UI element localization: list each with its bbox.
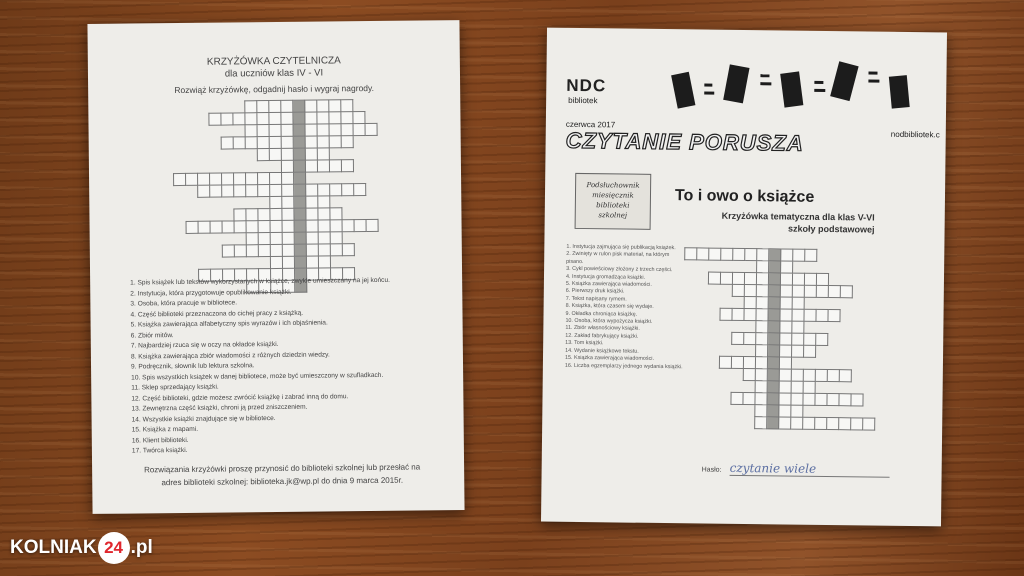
event-website: nodbibliotek.c [890,129,940,140]
watermark-right: .pl [130,537,153,559]
event-banner: CZYTANIE PORUSZA [565,127,804,156]
clue-item: 12. Zakład fabrykujący książki. [565,332,639,340]
sheet1-subtitle: dla uczniów klas IV - VI [224,67,324,80]
clue-item: 6. Zbiór mitów. [130,331,174,340]
crossword-sheet-right [541,28,947,527]
clue-item: 16. Klient biblioteki. [131,436,189,445]
sheet2-title: To i owo o książce [674,187,815,206]
clue-item: 5. Książka zawierająca wiadomości. [565,280,652,288]
sheet1-footer-line2: adres biblioteki szkolnej: biblioteka.jk@wp.pl do dnia 9 marca 2015r. [161,475,404,488]
clue-item: 5. Książka zawierająca alfabetyczny spis wyrazów i ich objaśnienia. [130,319,328,329]
clue-item: 13. Tom książki. [565,340,604,347]
clue-item: 4. Część biblioteki przeznaczona do cichej pracy z książką. [130,309,304,319]
clue-item: 10. Osoba, która wypożycza książki. [565,317,653,325]
crossword-grid-left [172,99,379,294]
sheet1-instruction: Rozwiąż krzyżówkę, odgadnij hasło i wygraj nagrody. [174,82,375,96]
clue-item: 6. Pierwszy druk książki. [565,288,625,295]
clue-item: 17. Twórca książki. [131,446,188,455]
stamp-line: szkolnej [598,211,628,220]
ndc-logo-sub: bibliotek [568,95,598,106]
clue-list-right [565,244,687,371]
clue-item: 9. Okładka chroniąca książkę. [565,310,638,318]
clue-item: 2. Instytucja, która przygotowuje opublikowanie książki. [130,288,292,298]
clue-item: 7. Najbardziej rzuca się w oczy na okładce książki. [130,340,279,350]
clue-item: 11. Sklep sprzedający książki. [131,383,219,392]
clue-item: 7. Tekst napisany rymem. [565,295,627,303]
clue-item: 11. Zbiór własnościowy książki. [565,325,640,333]
clue-item: 15. Książka zawierająca wiadomości. [564,354,655,362]
clue-item: 10. Spis wszystkich książek w danej bibliotece, może być umieszczony w szufladkach. [131,371,384,382]
newsletter-stamp [575,173,652,230]
clue-item: 3. Osoba, która pracuje w bibliotece. [130,299,238,308]
solution-handwriting: czytanie wiele [730,461,890,478]
clue-item: 16. Liczba egzemplarzy jednego wydania książki. [564,362,683,370]
site-watermark [10,532,153,564]
running-books-illustration [664,43,935,126]
sheet2-subtitle-line2: szkoły podstawowej [788,223,875,235]
clue-item: 2. Zwinięty w rulon pisk materiał, na którym pisano. [566,251,670,265]
stamp-line: miesięcznik [592,191,634,200]
clue-item: 8. Książka, która czasem się wydaje. [565,303,654,311]
clue-item: 14. Wydanie książkowe tekstu. [565,347,639,355]
stamp-line: Podsłuchownik [586,181,640,190]
event-date: czerwca 2017 [565,119,616,130]
watermark-left: KOLNIAK [10,537,97,559]
sheet2-subtitle-line1: Krzyżówka tematyczna dla klas V-VI [721,210,875,223]
clue-item: 13. Zewnętrzna część książki, chroni ją przed zniszczeniem. [131,403,308,413]
clue-list-left [130,275,452,457]
crossword-grid-right [682,247,877,430]
stamp-line: biblioteki [596,201,630,210]
crossword-sheet-left [87,20,464,514]
clue-item: 14. Wszystkie książki znajdujące się w bibliotece. [131,414,276,424]
clue-item: 4. Instytucja gromadząca książki. [565,273,646,281]
clue-item: 12. Część biblioteki, gdzie możesz zwrócić książkę i zabrać inną do domu. [131,392,349,403]
clue-item: 8. Książka zawierająca zbiór wiadomości z różnych dziedzin wiedzy. [130,350,330,361]
solution-label: Hasło: [701,466,722,474]
sheet2-subtitle [675,209,875,235]
clue-item: 1. Instytucja zajmująca się publikacją książek. [566,243,676,252]
sheet1-footer-line1: Rozwiązania krzyżówki proszę przynosić do biblioteki szkolnej lub przesłać na [144,462,421,475]
clue-item: 9. Podręcznik, słownik lub lektura szkolna. [131,362,255,371]
clue-item: 3. Cykl powieściowy złożony z trzech części. [566,266,673,274]
clue-item: 15. Książka z mapami. [131,425,199,434]
watermark-number: 24 [98,532,130,564]
clue-item: 1. Spis książek lub tekstów wykorzystanych w książce, zwykle umieszczany na jej końcu. [130,276,391,287]
ndc-logo: NDC [566,75,607,96]
sheet1-title: KRZYŻÓWKA CZYTELNICZA [206,55,341,68]
